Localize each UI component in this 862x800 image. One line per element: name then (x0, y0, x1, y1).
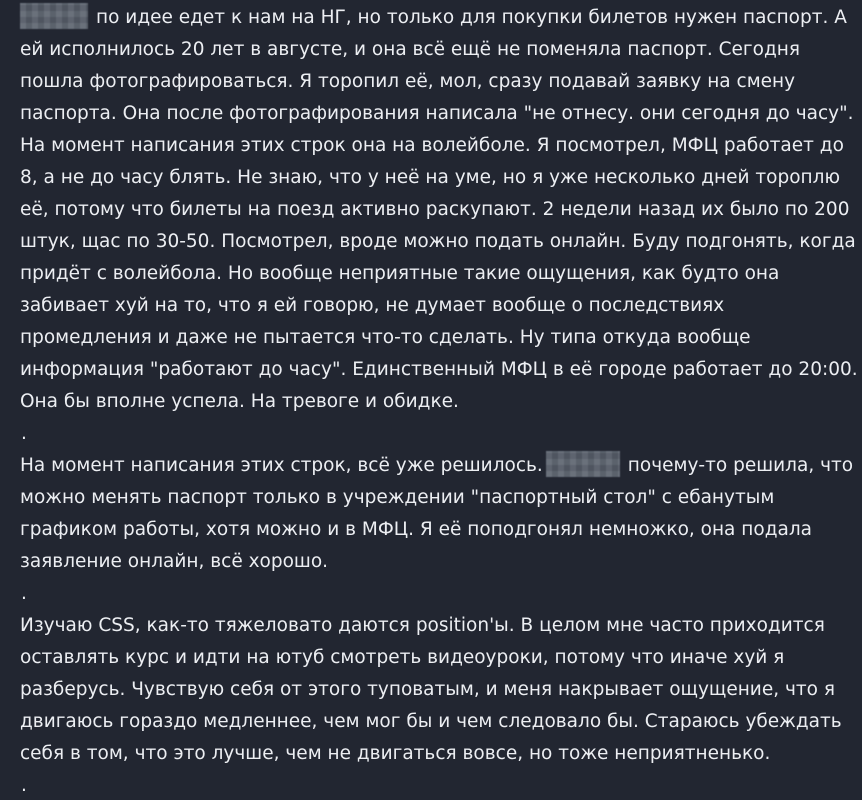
redacted-name (546, 451, 620, 477)
text-line: штук, щас по 30-50. Посмотрел, вроде можно подать онлайн. Буду подгонять, когда (20, 231, 856, 252)
text-line: Изучаю CSS, как-то тяжеловато даются position'ы. В целом мне часто приходится (20, 615, 825, 636)
text-line: 8, а не до часу блять. Не знаю, что у неё на уме, но я уже несколько дней тороплю (20, 167, 841, 188)
text-line: графиком работы, хотя можно и в МФЦ. Я её поподгонял немножко, она подала (20, 519, 812, 540)
text-line: себя в том, что это лучше, чем не двигаться вовсе, но тоже неприятненько. (20, 743, 771, 764)
paragraph-2 (20, 450, 854, 578)
text-line: придёт с волейбола. Но вообще неприятные такие ощущения, как будто она (20, 263, 780, 284)
text-line: На момент написания этих строк она на волейболе. Я посмотрел, МФЦ работает до (20, 135, 844, 156)
text-line: Она бы вполне успела. На тревоге и обидке. (20, 391, 459, 412)
text-line: пошла фотографироваться. Я торопил её, мол, сразу подавай заявку на смену (20, 71, 796, 92)
text-line: забивает хуй на то, что я ей говорю, не думает вообще о последствиях (20, 295, 725, 316)
paragraph-3 (20, 610, 850, 770)
text-line: ей исполнилось 20 лет в августе, и она всё ещё не поменяла паспорт. Сегодня (20, 39, 800, 60)
separator-dot: . (21, 583, 27, 604)
text-line: промедления и даже не пытается что-то сделать. Ну типа откуда вообще (20, 327, 751, 348)
text-line: её, потому что билеты на поезд активно раскупают. 2 недели назад их было по 200 (20, 199, 850, 220)
text-line: по идее едет к нам на НГ, но только для покупки билетов нужен паспорт. А (20, 2, 850, 34)
text-line: паспорта. Она после фотографирования написала "не отнесу. они сегодня до часу". (20, 103, 854, 124)
text-line: На момент написания этих строк, всё уже решилось. почему-то решила, что (20, 450, 850, 482)
paragraph-1 (20, 2, 858, 418)
separator-dot: . (21, 775, 27, 796)
text-line: заявление онлайн, всё хорошо. (20, 551, 329, 572)
text-line: оставлять курс и идти на ютуб смотреть видеоуроки, потому что иначе хуй я (20, 647, 785, 668)
separator-dot: . (21, 423, 27, 444)
text-line: разберусь. Чувствую себя от этого туповатым, и меня накрывает ощущение, что я (20, 679, 835, 700)
text-line: информация "работают до часу". Единственный МФЦ в её городе работает до 20:00. (20, 359, 858, 380)
text-line: двигаюсь гораздо медленнее, чем мог бы и чем следовало бы. Стараюсь убеждать (20, 711, 842, 732)
redacted-name (20, 3, 88, 29)
text-line: можно менять паспорт только в учреждении "паспортный стол" с ебанутым (20, 487, 775, 508)
